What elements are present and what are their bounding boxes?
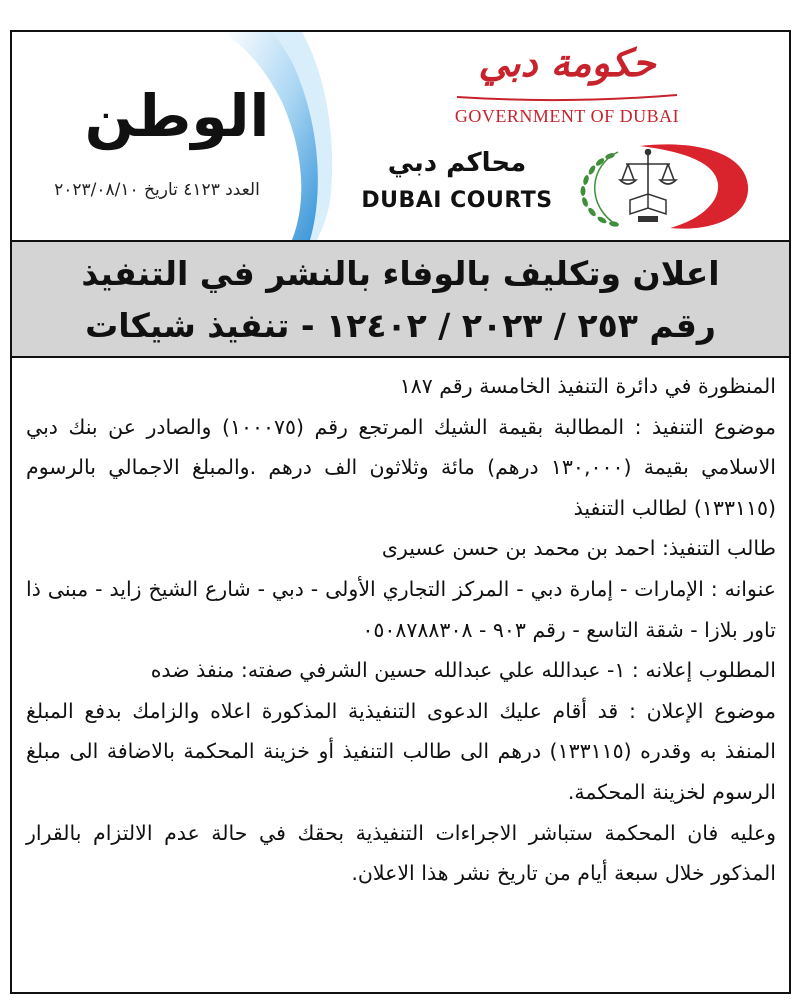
dubai-courts-emblem — [570, 140, 750, 232]
body-paragraph-court-circuit: المنظورة في دائرة التنفيذ الخامسة رقم ١٨٧ — [399, 374, 776, 398]
announcement-body — [26, 366, 776, 894]
logo-underline — [452, 92, 682, 102]
title-line-1: اعلان وتكليف بالوفاء بالنشر في التنفيذ — [81, 254, 720, 293]
scales-of-justice-icon — [620, 150, 676, 195]
body-paragraph-notified-party: المطلوب إعلانه : ١- عبدالله علي عبدالله حسين الشرفي صفته: منفذ ضده — [150, 658, 776, 683]
newspaper-name: الوطن — [84, 82, 270, 150]
header — [12, 32, 789, 240]
issue-number-date: العدد ٤١٢٣ تاريخ ٢٠٢٣/٠٨/١٠ — [54, 180, 260, 200]
body-paragraph-applicant: طالب التنفيذ: احمد بن محمد بن حسن عسيرى — [381, 536, 776, 561]
title-line-2: رقم ٢٥٣ / ٢٠٢٣ / ١٢٤٠٢ - تنفيذ شيكات — [85, 306, 716, 345]
body-paragraph-deadline: وعليه فان المحكمة ستباشر الاجراءات التنفيذية بحقك في حالة عدم الالتزام بالقرار المذكور خلال سبعة أيام من تاريخ نشر هذا الاعلان. — [26, 820, 776, 886]
announcement-title — [12, 240, 789, 358]
dubai-courts-arabic-text: محاكم دبي — [387, 148, 527, 178]
laurel-wreath-icon — [581, 152, 620, 227]
announcement-frame — [10, 30, 791, 994]
dubai-courts-english-text: DUBAI COURTS — [361, 188, 553, 213]
government-logo-english-text: GOVERNMENT OF DUBAI — [454, 106, 680, 126]
body-paragraph-notice-subject: موضوع الإعلان : قد أقام عليك الدعوى التنفيذية المذكورة اعلاه والزامك بدفع المبلغ المنفذ به وقدره (١٣٣١١٥) درهم الى طالب التنفيذ أو خزينة المحكمة بالاضافة الى مبلغ الرسوم لخزينة المحكمة. — [26, 698, 776, 804]
body-paragraph-address: عنوانه : الإمارات - إمارة دبي - المركز التجاري الأولى - دبي - شارع الشيخ زايد - مبنى ذا تاور بلازا - شقة التاسع - رقم ٩٠٣ - ٠٥٠٨٧٨٨٣٠٨ — [26, 576, 776, 642]
body-paragraph-execution-subject: موضوع التنفيذ : المطالبة بقيمة الشيك المرتجع رقم (١٠٠٠٧٥) والصادر عن بنك دبي الاسلامي بقيمة (١٣٠,٠٠٠ درهم) مائة وثلاثون الف درهم .والمبلغ الاجمالي بالرسوم (١٣٣١١٥) لطالب التنفيذ — [26, 414, 776, 520]
government-logo-arabic-text: حكومة دبي — [478, 40, 656, 85]
